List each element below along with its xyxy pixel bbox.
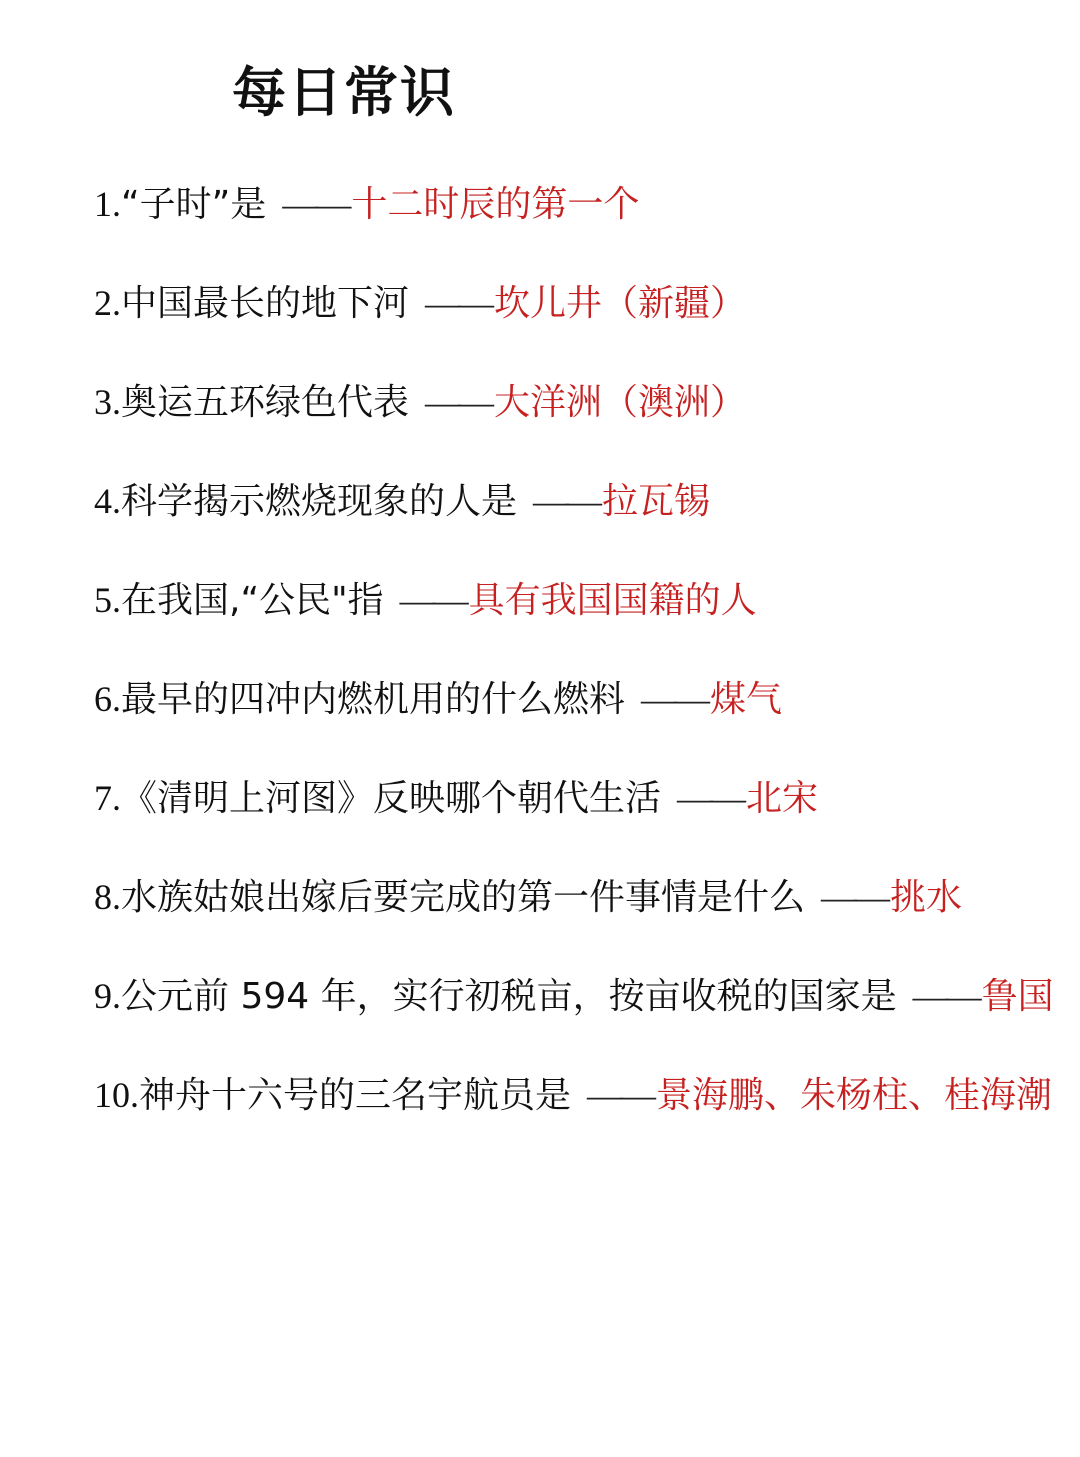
item-answer: 鲁国 (981, 976, 1054, 1017)
item-number: 6. (94, 679, 121, 719)
item-question: 神舟十六号的三名宇航员是 (139, 1075, 572, 1116)
item-dash: —— (533, 481, 600, 521)
item-number: 4. (94, 481, 121, 521)
qa-item-3 (94, 353, 1069, 452)
qa-item-7 (94, 749, 1069, 848)
qa-item-10 (94, 1046, 1069, 1145)
qa-item-2 (94, 254, 1069, 353)
item-dash: —— (425, 283, 492, 323)
item-dash: —— (912, 976, 979, 1016)
qa-list (94, 155, 1069, 1145)
qa-item-4 (94, 452, 1069, 551)
item-number: 3. (94, 382, 121, 422)
qa-item-5 (94, 551, 1069, 650)
item-number: 7. (94, 778, 121, 818)
item-answer: 挑水 (890, 877, 963, 918)
item-question: 科学揭示燃烧现象的人是 (121, 481, 518, 522)
item-answer: 大洋洲（澳洲） (494, 382, 747, 423)
item-number: 1. (94, 184, 121, 224)
qa-item-8 (94, 848, 1069, 947)
item-dash: —— (425, 382, 492, 422)
item-answer: 十二时辰的第一个 (351, 184, 640, 225)
item-dash: —— (282, 184, 349, 224)
item-number: 8. (94, 877, 121, 917)
item-answer: 具有我国国籍的人 (468, 580, 757, 621)
item-question: “子时”是 (121, 184, 267, 225)
item-number: 2. (94, 283, 121, 323)
item-dash: —— (399, 580, 466, 620)
qa-item-9 (94, 947, 1069, 1046)
page-title: 每日常识 (232, 61, 456, 124)
item-dash: —— (641, 679, 708, 719)
item-number: 5. (94, 580, 121, 620)
item-number: 9. (94, 976, 121, 1016)
item-answer: 北宋 (746, 778, 819, 819)
qa-item-1 (94, 155, 1069, 254)
item-question: 水族姑娘出嫁后要完成的第一件事情是什么 (121, 877, 806, 918)
item-answer: 拉瓦锡 (602, 481, 711, 522)
item-answer: 坎儿井（新疆） (494, 283, 747, 324)
item-question: 最早的四冲内燃机用的什么燃料 (121, 679, 626, 720)
item-question: 公元前 594 年，实行初税亩，按亩收税的国家是 (121, 976, 897, 1017)
item-question: 奥运五环绿色代表 (121, 382, 410, 423)
item-question: 中国最长的地下河 (121, 283, 410, 324)
item-dash: —— (821, 877, 888, 917)
item-answer: 景海鹏、朱杨柱、桂海潮 (656, 1075, 1053, 1116)
qa-item-6 (94, 650, 1069, 749)
item-dash: —— (677, 778, 744, 818)
item-question: 《清明上河图》反映哪个朝代生活 (121, 778, 662, 819)
item-question: 在我国,“公民"指 (121, 580, 384, 621)
item-number: 10. (94, 1075, 139, 1115)
item-dash: —— (587, 1075, 654, 1115)
item-answer: 煤气 (710, 679, 783, 720)
